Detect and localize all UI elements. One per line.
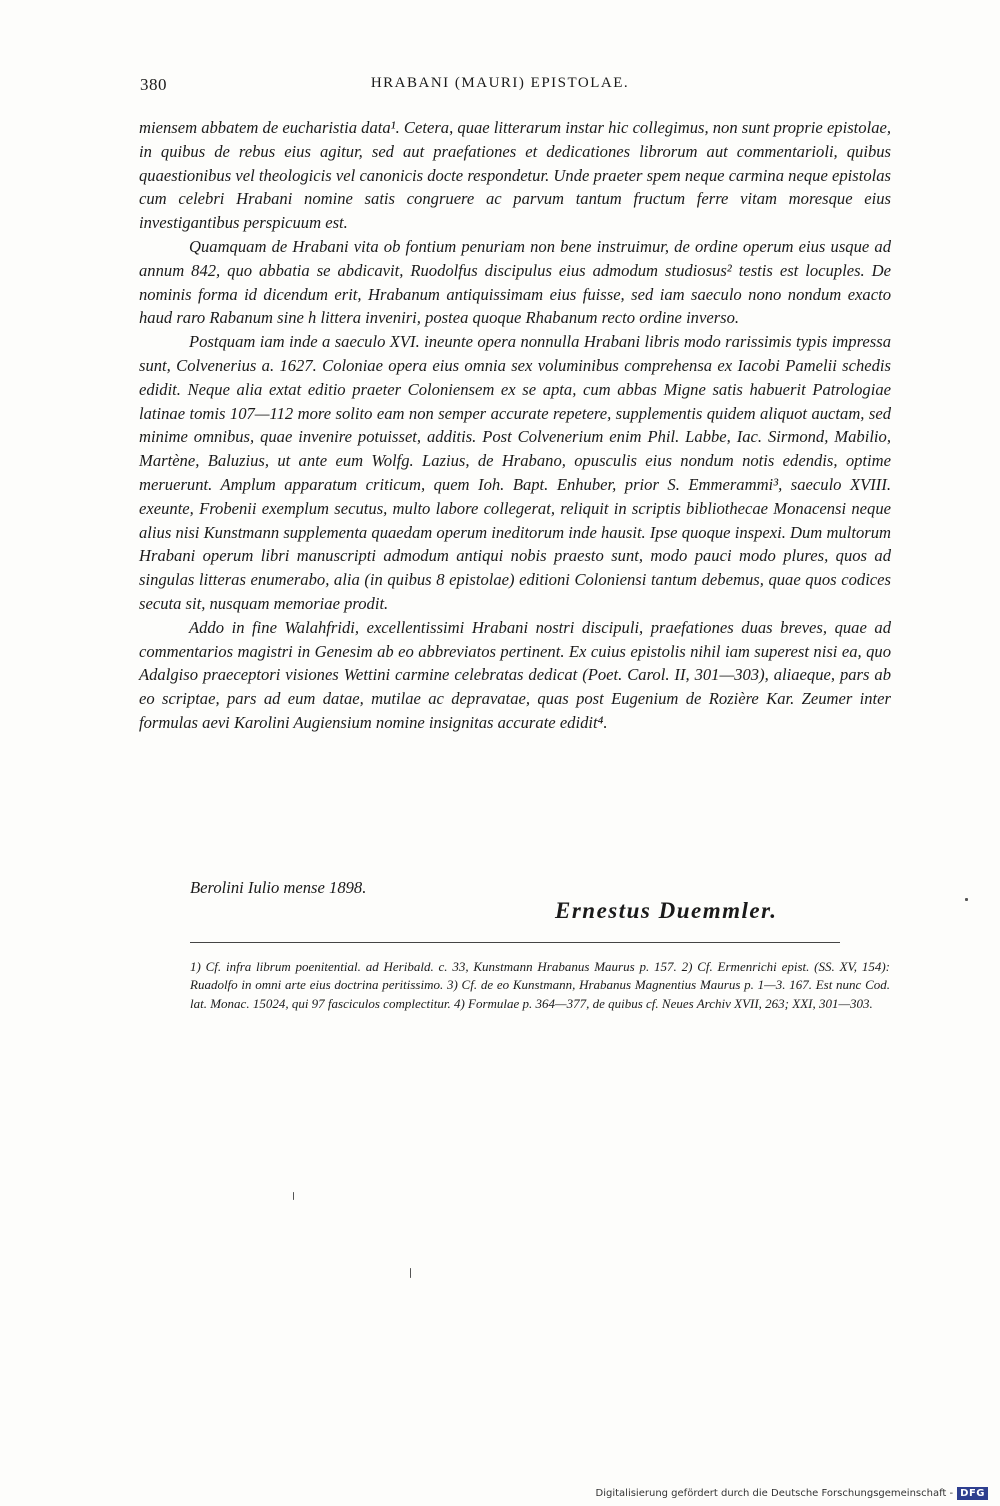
scan-speck (410, 1268, 411, 1278)
page-number: 380 (140, 75, 167, 94)
digitization-notice-text: Digitalisierung gefördert durch die Deutsche Forschungsgemeinschaft - (595, 1488, 954, 1499)
body-text (139, 116, 891, 735)
running-title: HRABANI (MAURI) EPISTOLAE. (370, 75, 630, 91)
scan-speck (965, 898, 968, 901)
paragraph-2: Quamquam de Hrabani vita ob fontium penuriam non bene instruimur, de ordine operum eius usque ad annum 842, quo abbatia se abdicavit, Ruodolfus discipulus eius admodum studiosus² testis est locuples. De nominis forma id dicendum erit, Hrabanum antiquissimam eius fuisse, sed iam saeculo nono nondum exacto haud raro Rabanum sine h littera inveniri, postea quoque Rhabanum recto ordine inverso. (139, 236, 891, 328)
signature: Ernestus Duemmler. (555, 898, 778, 923)
footnote-rule (190, 942, 840, 943)
footnotes (190, 958, 890, 1013)
dateline: Berolini Iulio mense 1898. (190, 878, 367, 897)
dfg-logo: DFG (957, 1487, 988, 1500)
scan-speck (293, 1192, 294, 1200)
paragraph-1: miensem abbatem de eucharistia data¹. Cetera, quae litterarum instar hic collegimus, non sunt proprie epistolae, in quibus de rebus eius agitur, sed aut praefationes et dedicationes librorum aut commentarioli, quibus quaestionibus vel theologicis vel canonicis docte respondetur. Unde praeter spem neque carmina neque epistolas cum celebri Hrabani nomine satis congruere ac parvum tantum fructum ferre vitam moresque eius investigantibus perspicuum est. (139, 118, 891, 233)
digitization-notice (596, 1487, 988, 1500)
paragraph-4: Addo in fine Walahfridi, excellentissimi Hrabani nostri discipuli, praefationes duas breves, quae ad commentarios magistri in Genesim ab eo abbreviatos pertinent. Ex cuius epistolis nihil iam superest nisi ea, quo Adalgiso praeceptori visiones Wettini carmine celebratas dedicat (Poet. Carol. II, 301—303), aliaeque, pars ab eo scriptae, pars ad eum datae, mutilae ac depravatae, quas post Eugenium de Rozière Kar. Zeumer inter formulas aevi Karolini Augiensium nomine insignitas accurate edidit⁴. (139, 617, 891, 732)
paragraph-3: Postquam iam inde a saeculo XVI. ineunte opera nonnulla Hrabani libris modo rarissimis typis impressa sunt, Colvenerius a. 1627. Coloniae opera eius omnia sex voluminibus comprehensa ex Iacobi Pamelii schedis edidit. Neque alia extat editio praeter Coloniensem ex se apta, cum abbas Migne satis habuerit Patrologiae latinae tomis 107—112 more solito eam non semper accurate repetere, supplementis quidem aliquot auctam, sed minime omnibus, quae invenire potuisset, additis. Post Colvenerium enim Phil. Labbe, Iac. Sirmond, Mabilio, Martène, Baluzius, ut ante eum Wolfg. Lazius, de Hrabano, opusculis eius nondum notis edendis, optime meruerunt. Amplum apparatum criticum, quem Ioh. Bapt. Enhuber, prior S. Emmerammi³, saeculo XVIII. exeunte, Frobenii exemplum secutus, multo labore collegerat, reliquit in scriptis bibliothecae Monacensi neque alius nisi Kunstmann supplementa quaedam operum ineditorum inde hausit. Ipse quoque inspexi. Dum multorum Hrabani operum libri manuscripti admodum antiqui nobis praesto sunt, modo pauci modo plures, quos ad singulas litteras enumerabo, alia (in quibus 8 epistolae) editioni Coloniensi tantum debemus, quae quos codices secuta sit, nusquam memoriae prodit. (139, 332, 891, 613)
footnote-text: 1) Cf. infra librum poenitential. ad Heribald. c. 33, Kunstmann Hrabanus Maurus p. 157. 2) Cf. Ermenrichi epist. (SS. XV, 154): Ruadolfo in omni arte eius doctrina peritissimo. 3) Cf. de eo Kunstmann, Hrabanus Magnentius Maurus p. 1—3. 167. Est nunc Cod. lat. Monac. 15024, qui 97 fasciculos complectitur. 4) Formulae p. 364—377, de quibus cf. Neues Archiv XVII, 263; XXI, 301—303. (190, 959, 890, 1011)
